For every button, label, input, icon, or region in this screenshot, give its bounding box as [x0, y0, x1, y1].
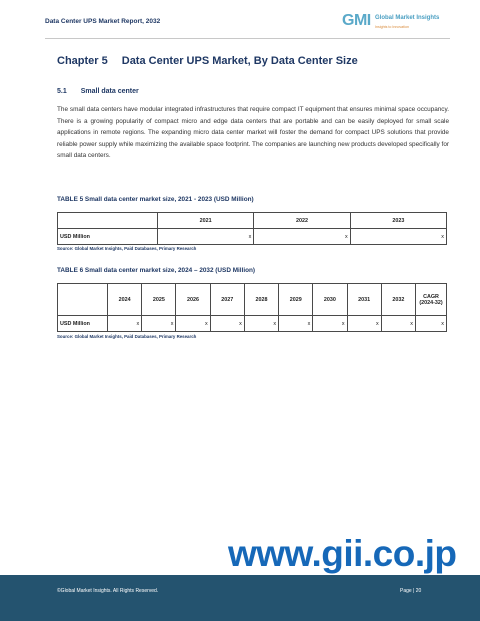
table6-value-cell: x [244, 316, 278, 332]
table6-value-cell: x [313, 316, 347, 332]
logo-tagline: Insights to Innovation [375, 25, 409, 29]
table6-cagr-value-cell: x [416, 316, 447, 332]
table6-header-cell: 2024 [108, 284, 142, 316]
table5-corner-cell [58, 213, 158, 229]
table6-source: Source: Global Market Insights, Paid Databases, Primary Research [57, 334, 197, 339]
section-title: Small data center [80, 88, 139, 95]
table6-row-label: USD Million [58, 316, 108, 332]
table6-header-cell: 2028 [244, 284, 278, 316]
table6-header-cell: 2029 [279, 284, 313, 316]
table6-value-cell: x [381, 316, 415, 332]
table5-value-cell: x [254, 229, 350, 245]
table6-value-cell: x [176, 316, 210, 332]
table6-cagr-header-cell: CAGR (2024-32) [416, 284, 447, 316]
report-header-title: Data Center UPS Market Report, 2032 [45, 18, 161, 25]
table6-value-cell: x [210, 316, 244, 332]
table5-source: Source: Global Market Insights, Paid Databases, Primary Research [57, 246, 197, 251]
chapter-number: Chapter 5 [57, 55, 108, 67]
logo-name: Global Market Insights [375, 15, 440, 21]
company-logo [342, 12, 447, 34]
watermark-url: www.gii.co.jp [228, 533, 457, 574]
section-body-paragraph: The small data centers have modular integrated infrastructures that require compact IT equipment that ensures minimal space occupancy. There is a growing popularity of compact micro and edge data centers that are portable and can be easily deployed for small scale applications in remote regions. The expanding micro data center market will foster the demand for compact UPS solutions that provide reliable power supply while maximizing the available space footprint. The companies are launching new products developed specifically for small data centers. [57, 106, 449, 160]
table5 [57, 212, 447, 245]
table5-value-cell: x [350, 229, 446, 245]
chapter-title: Data Center UPS Market, By Data Center Size [121, 55, 358, 67]
table6-header-cell: 2032 [381, 284, 415, 316]
table5-title: TABLE 5 Small data center market size, 2021 - 2023 (USD Million) [57, 196, 254, 203]
table5-row-label: USD Million [58, 229, 158, 245]
table6-corner-cell [58, 284, 108, 316]
table5-header-cell: 2023 [350, 213, 446, 229]
table6-value-cell: x [108, 316, 142, 332]
logo-mark: GMI [342, 12, 371, 29]
header-divider [45, 38, 450, 39]
table6-header-cell: 2027 [210, 284, 244, 316]
page-footer [0, 575, 480, 621]
table6-title: TABLE 6 Small data center market size, 2024 – 2032 (USD Million) [57, 267, 256, 274]
table5-value-cell: x [158, 229, 254, 245]
section-heading [57, 88, 139, 95]
table6-header-cell: 2030 [313, 284, 347, 316]
table6-header-cell: 2025 [142, 284, 176, 316]
table6 [57, 283, 447, 332]
footer-page-number: Page | 20 [400, 588, 422, 594]
table6-header-cell: 2031 [347, 284, 381, 316]
section-number: 5.1 [57, 88, 67, 95]
table6-value-cell: x [279, 316, 313, 332]
table5-header-cell: 2022 [254, 213, 350, 229]
table6-value-cell: x [347, 316, 381, 332]
table6-value-cell: x [142, 316, 176, 332]
chapter-heading [57, 55, 358, 67]
table6-header-cell: 2026 [176, 284, 210, 316]
footer-copyright: ©Global Market Insights. All Rights Reserved. [57, 588, 159, 594]
table5-header-cell: 2021 [158, 213, 254, 229]
